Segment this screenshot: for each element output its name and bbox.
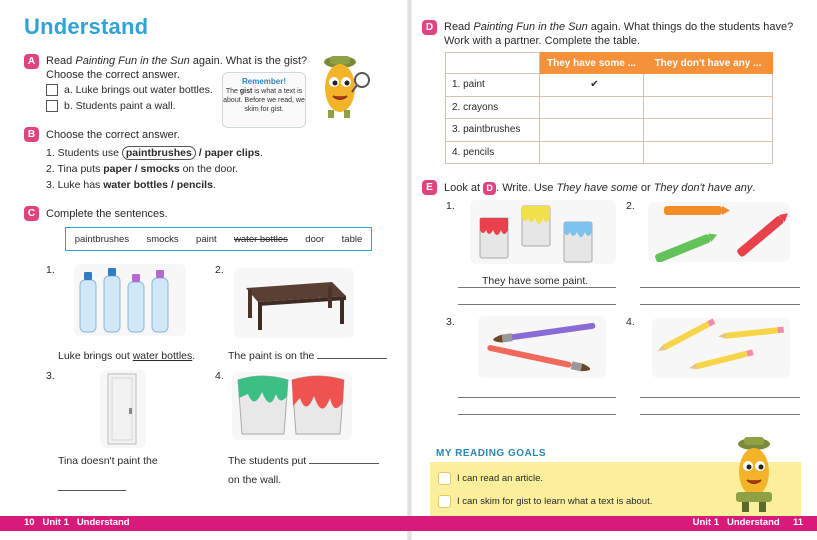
word-bank-item-crossed: water bottles xyxy=(234,233,288,245)
option-b[interactable]: b. Students paint a wall. xyxy=(46,98,176,114)
e-item-4-number: 4. xyxy=(626,316,635,328)
answer-blank[interactable] xyxy=(309,463,379,464)
table-cell-dont[interactable] xyxy=(644,74,773,97)
section-b-prompt: Choose the correct answer. xyxy=(46,129,180,141)
footer-left xyxy=(24,517,130,528)
c-item-4-number: 4. xyxy=(215,370,224,382)
table-cell-dont[interactable] xyxy=(644,141,773,164)
have-some-table xyxy=(445,52,773,164)
e-item-1-number: 1. xyxy=(446,200,455,212)
word-bank-item: paint xyxy=(196,233,217,245)
e-item-1-answer[interactable]: They have some paint. xyxy=(482,275,589,287)
goal-checkbox[interactable] xyxy=(438,472,451,485)
c-item-3-number: 3. xyxy=(46,370,55,382)
word-bank-item: table xyxy=(341,233,363,245)
goal-item-1[interactable]: I can read an article. xyxy=(438,472,543,485)
circled-answer[interactable]: paintbrushes xyxy=(122,146,196,160)
table-header-dont: They don't have any ... xyxy=(644,53,773,74)
table-header-have: They have some ... xyxy=(540,53,644,74)
section-b-badge: B xyxy=(24,127,39,142)
section-d-reference-badge: D xyxy=(483,182,496,195)
section-c-badge: C xyxy=(24,206,39,221)
option-a-checkbox[interactable] xyxy=(46,84,58,96)
answer-line[interactable] xyxy=(640,287,800,288)
water-bottles-image xyxy=(74,264,186,336)
table-row xyxy=(446,141,773,164)
mascot-explorer-image xyxy=(724,434,784,514)
table-cell-item: 2. crayons xyxy=(446,96,540,119)
c-item-1-sentence: Luke brings out water bottles. xyxy=(58,350,196,362)
answer-line[interactable] xyxy=(640,414,800,415)
remember-tip-box: Remember! The gist is what a text is about. Before we read, we skim for gist. xyxy=(222,72,306,128)
page-spine xyxy=(407,0,412,540)
table-cell-have[interactable] xyxy=(540,141,644,164)
option-a[interactable]: a. Luke brings out water bottles. xyxy=(46,82,213,98)
section-e-badge: E xyxy=(422,180,437,195)
e-item-3-number: 3. xyxy=(446,316,455,328)
answer-line[interactable] xyxy=(640,304,800,305)
section-a-badge: A xyxy=(24,54,39,69)
answer-line[interactable] xyxy=(640,397,800,398)
paintbrushes-image xyxy=(478,316,606,378)
table-cell-dont[interactable] xyxy=(644,119,773,142)
mascot-explorer-image xyxy=(312,52,374,120)
section-b-item-2[interactable]: 2. Tina puts paper / smocks on the door. xyxy=(46,163,239,175)
e-item-2-number: 2. xyxy=(626,200,635,212)
table-cell-dont[interactable] xyxy=(644,96,773,119)
word-bank-item: smocks xyxy=(146,233,179,245)
page-number: 11 xyxy=(792,517,803,528)
table-cell-item: 4. pencils xyxy=(446,141,540,164)
section-c-prompt: Complete the sentences. xyxy=(46,208,168,220)
footer-section: Understand xyxy=(726,517,780,528)
c-item-2-sentence: The paint is on the xyxy=(228,348,387,364)
c-item-3-sentence: Tina doesn't paint the xyxy=(58,455,158,467)
c-item-4-sentence: The students put xyxy=(228,453,379,469)
table-cell-item: 1. paint xyxy=(446,74,540,97)
section-d-badge: D xyxy=(422,20,437,35)
table-header-blank xyxy=(446,53,540,74)
word-bank xyxy=(65,227,372,251)
section-e-prompt: Look at D . Write. Use They have some or They don't have any. xyxy=(444,182,756,194)
section-b-item-1[interactable]: 1. Students use paintbrushes / paper clips. xyxy=(46,147,263,159)
crayons-image xyxy=(648,202,790,262)
answer-line[interactable] xyxy=(458,397,616,398)
page-number: 10 xyxy=(24,517,35,528)
section-d-prompt: Read Painting Fun in the Sun again. What things do the students have? Work with a partner. Complete the table. xyxy=(444,21,794,47)
c-item-4-sentence-end: on the wall. xyxy=(228,474,282,486)
table-cell-have[interactable] xyxy=(540,119,644,142)
table-row xyxy=(446,74,773,97)
word-bank-item: paintbrushes xyxy=(74,233,130,245)
option-b-checkbox[interactable] xyxy=(46,100,58,112)
section-b-item-3[interactable]: 3. Luke has water bottles / pencils. xyxy=(46,179,216,191)
goal-checkbox[interactable] xyxy=(438,495,451,508)
answer-line xyxy=(458,287,616,288)
c-item-1-number: 1. xyxy=(46,264,55,276)
footer-unit: Unit 1 xyxy=(42,517,69,528)
page-title: Understand xyxy=(24,14,149,39)
footer-right xyxy=(693,517,803,528)
answer-line[interactable] xyxy=(458,304,616,305)
footer-unit: Unit 1 xyxy=(692,517,720,528)
pencils-image xyxy=(652,318,790,378)
c-item-2-number: 2. xyxy=(215,264,224,276)
answer-blank[interactable] xyxy=(58,482,126,494)
answer-blank[interactable] xyxy=(317,358,387,359)
table-row xyxy=(446,119,773,142)
reading-goals-title: MY READING GOALS xyxy=(436,448,547,459)
answer-line[interactable] xyxy=(458,414,616,415)
door-image xyxy=(100,370,146,448)
table-cell-item: 3. paintbrushes xyxy=(446,119,540,142)
section-a-prompt: Read Painting Fun in the Sun again. What is the gist? Choose the correct answer. xyxy=(46,55,308,81)
table-image xyxy=(234,268,354,338)
paint-buckets-image xyxy=(232,372,352,440)
handwritten-answer[interactable]: water bottles xyxy=(132,350,193,362)
table-cell-have[interactable] xyxy=(540,96,644,119)
table-cell-have[interactable]: ✔ xyxy=(540,74,644,97)
goal-item-2[interactable]: I can skim for gist to learn what a text is about. xyxy=(438,495,652,508)
paint-cans-image xyxy=(470,200,616,264)
footer-section: Understand xyxy=(76,517,130,528)
table-row xyxy=(446,96,773,119)
word-bank-item: door xyxy=(305,233,325,245)
